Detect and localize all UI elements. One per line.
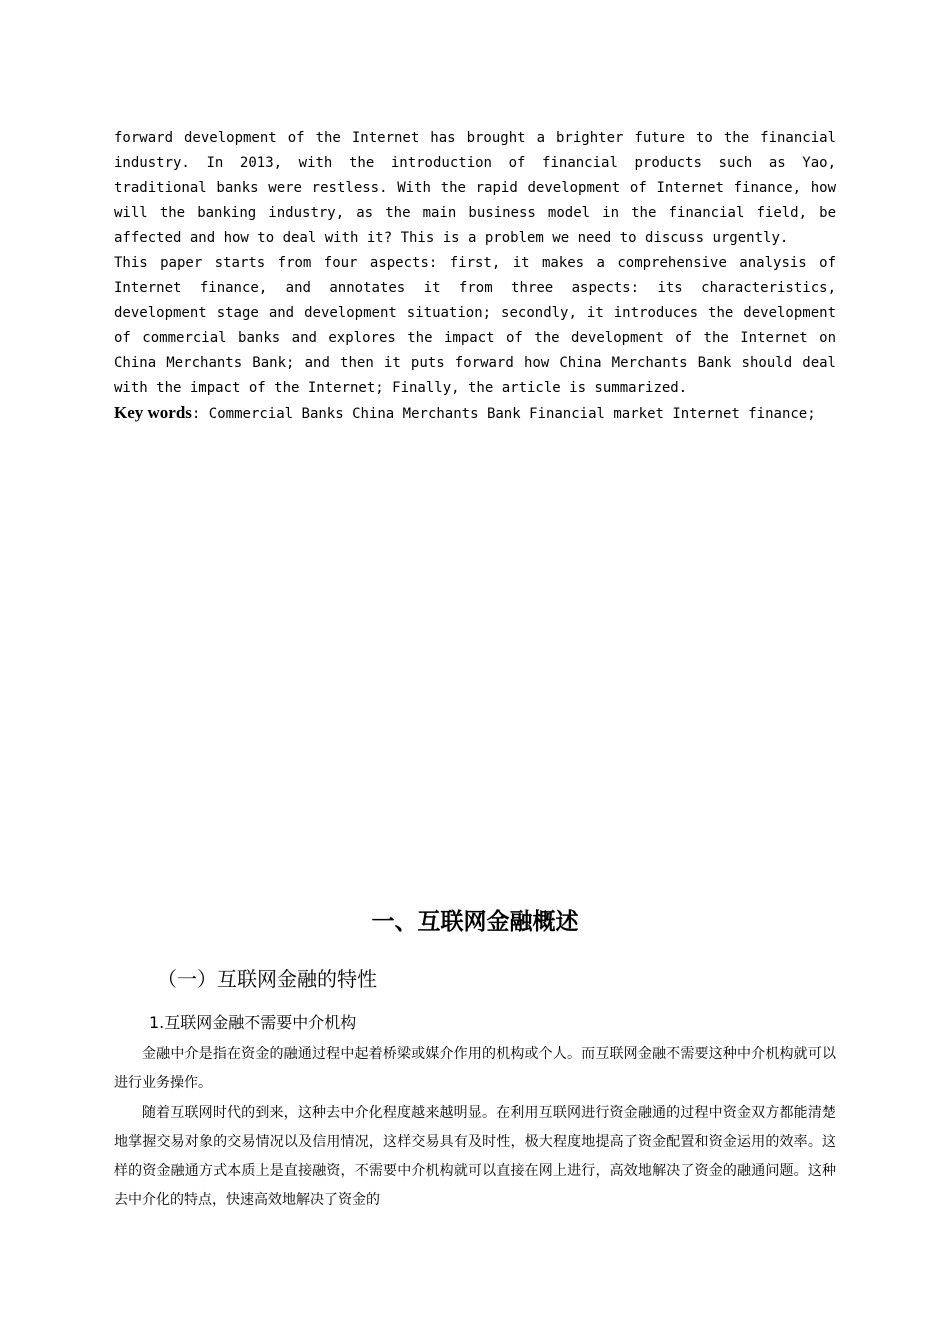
body-paragraph-2: 随着互联网时代的到来，这种去中介化程度越来越明显。在利用互联网进行资金融通的过程中资金双方都能清楚地掌握交易对象的交易情况以及信用情况，这样交易具有及时性，极大程度地提高了资金配置和资金运用的效率。这样的资金融通方式本质上是直接融资，不需要中介机构就可以直接在网上进行，高效地解决了资金的融通问题。这种去中介化的特点，快速高效地解决了资金的 xyxy=(114,1105,836,1208)
chapter-title: 一、互联网金融概述 xyxy=(371,909,579,935)
abstract-paragraph-2: This paper starts from four aspects: first, it makes a comprehensive analysis of Internet finance, and annotates it from three aspects: its characteristics, development stage and development situation; secondly, it introduces the development of commercial banks and explores the impact of the development of the Internet on China Merchants Bank; and then it puts forward how China Merchants Bank should deal with the impact of the Internet; Finally, the article is summarized. xyxy=(114,255,836,396)
keywords-colon: : xyxy=(191,406,201,422)
keywords-label: Key words xyxy=(114,403,192,422)
abstract-paragraph-1: forward development of the Internet has brought a brighter future to the financial industry. In 2013, with the introduction of financial products such as Yao, traditional banks were restless. With the rapid development of Internet finance, how will the banking industry, as the main business model in the financial field, be affected and how to deal with it? This is a problem we need to discuss urgently. xyxy=(114,130,836,246)
subsection-title: 1.互联网金融不需要中介机构 xyxy=(149,1013,357,1032)
body-paragraph-1: 金融中介是指在资金的融通过程中起着桥梁或媒介作用的机构或个人。而互联网金融不需要这种中介机构就可以进行业务操作。 xyxy=(114,1046,836,1091)
section-title: （一）互联网金融的特性 xyxy=(157,967,377,991)
keywords-list: Commercial Banks China Merchants Bank Financial market Internet finance; xyxy=(208,406,816,422)
keywords-line xyxy=(114,400,836,427)
